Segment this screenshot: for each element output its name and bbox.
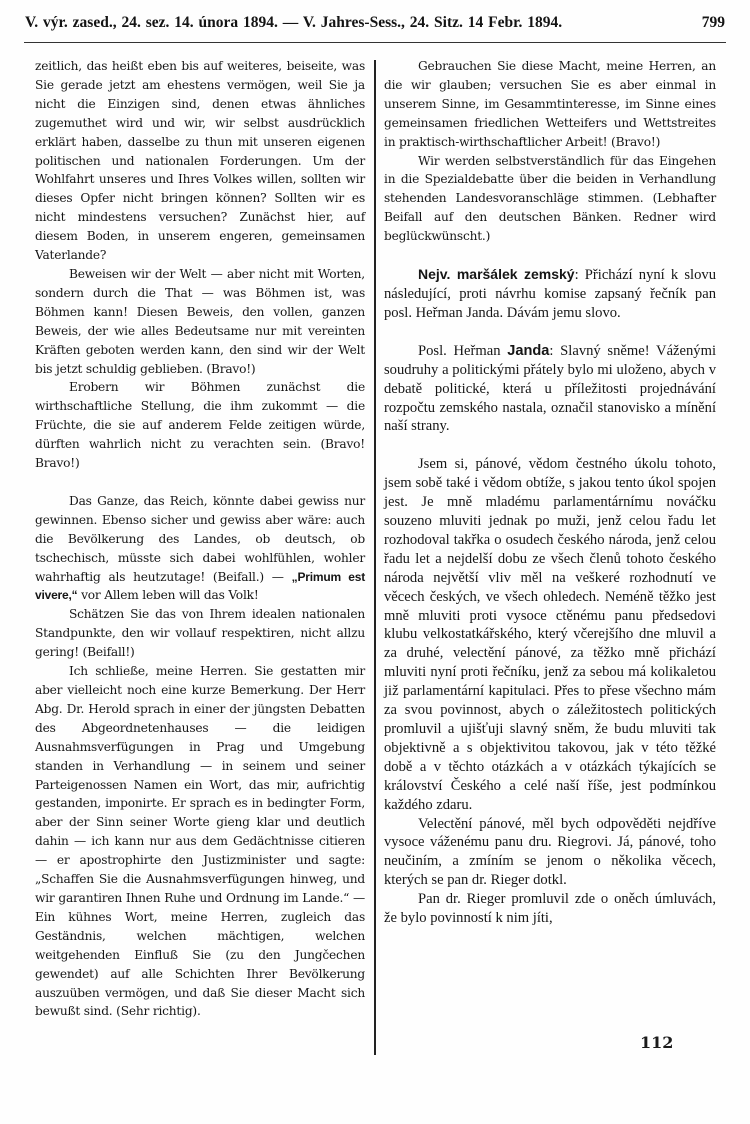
header-left-text: V. výr. zased., 24. sez. 14. února 1894. [25,14,278,31]
header-rule [24,42,726,43]
header-separator: — [282,14,299,31]
paragraph: zeitlich, das heißt eben bis auf weiteres, beiseite, was Sie gerade jetzt am ehestens vermögen, weil Sie ja nicht die Einzigen sind, denen etwas ähnliches zugemuthet wird und wir, wir selbst ausdrücklich erklärt haben, dasselbe zu thun mit unseren eigenen politischen und nationalen Forderungen. Um der Wohlfahrt unseres und Ihres Volkes willen, sollten wir dieses Opfer nicht bringen können? Sollten wir es nicht mindestens versuchen? Zunächst hier, auf diesem Boden, in unserem engeren, gemeinsamen Vaterlande? [35,59,365,263]
paragraph-text: : Přichází nyní k slovu následující, proti návrhu komise zapsaný řečník pan posl. Heřman Janda. Dávám jemu slovo. [384,267,716,321]
paragraph [384,265,716,323]
page-number: 799 [701,14,725,31]
header-right-text: V. Jahres-Sess., 24. Sitz. 14 Febr. 1894. [302,14,563,31]
paragraph: Wir werden selbstverständlich für das Eingehen in die Spezialdebatte über die beiden in Verhandlung stehenden Landesvoranschläge stimmen. (Lebhafter Beifall auf den deutschen Bänken. Redner wird beglückwünscht.) [384,153,716,244]
paragraph [35,492,365,605]
running-header [25,14,725,38]
paragraph: Ich schließe, meine Herren. Sie gestatten mir aber vielleicht noch eine kurze Bemerkung. Der Herr Abg. Dr. Herold sprach in einer der jüngsten Debatten des Abgeordnetenhauses — die leidigen Ausnahmsverfügungen in Prag und Umgebung standen in Verhandlung — in seinem und seiner Parteigenossen Namen ein Wort, das mir, aufrichtig gestanden, imponirte. Er sprach es in bedingter Form, aber der Sinn seiner Worte gieng klar und deutlich dahin — ich kann nur aus dem Gedächtnisse citieren — er apostrophirte den Justizminister und sagte: „Schaffen Sie die Ausnahmsverfügungen hinweg, und wir garantiren Ihnen Ruhe und Ordnung im Lande.“ — Ein kühnes Wort, meine Herren, zugleich das Geständnis, welchen mächtigen, welchen weitgehenden Einfluß Sie (zu den Jungčechen gewendet) auf alle Schichten Ihrer Bevölkerung auszuüben vermögen, und daß Sie dieser Macht sich bewußt sind. (Sehr richtig). [35,664,365,1019]
paragraph: Beweisen wir der Welt — aber nicht mit Worten, sondern durch die That — was Böhmen ist, was Böhmen kann! Diesen Beweis, den vollen, ganzen Beweis, der wie alles Bedeutsame nur mit vereinten Kräften geboten werden kann, den sind wir der Welt bis jetzt schuldig geblieben. (Bravo!) [35,266,365,376]
speaker-name: Janda [507,342,550,359]
speaker-name: Nejv. maršálek zemský [418,266,575,283]
paragraph: Schätzen Sie das von Ihrem idealen nationalen Standpunkte, den wir vollauf respektiren, nicht allzu gering! (Beifall!) [35,607,365,660]
paragraph: Jsem si, pánové, vědom čestného úkolu tohoto, jsem sobě také i vědom obtíže, s jakou tento úkol spojen jest. Je mně mladému parlamentárnímu nováčku souzeno mluviti jednak po muži, jenž celou řadu let rozhodoval takřka o osudech českého národa, jenž celou řadu let a nejdelší dobu ze všech členů tohoto českého národa největší vliv měl na veškeré rozhodnutí ve věcech českých, ve všech ohledech. Neméně těžko jest mně mluviti proti vysoce ctěnému panu předsedovi klubu velkostatkářského, který včerejšího dne mluvil a za druhé, velectění pánové, za těžko mně přichází mluviti nyní proti řečníku, jenž za sebou má kolikaletou již parlamentární kapitulaci. Přes to přese všechno mám za svou povinnost, abych o záležitostech politických promluvil a ujišťuji slavný sněm, že budu mluviti tak objektivně a s objektivitou takovou, jak v této těžké době a v těchto otázkách a v otázkách týkajících se království Českého a celé naší říše, jest podmínkou každého zdaru. [384,456,716,813]
signature-mark: 112 [640,1033,674,1052]
speaker-prefix: Posl. Heřman [418,342,508,359]
latin-quote: „Primum est vivere,“ [35,569,365,603]
column-divider [374,60,376,1055]
right-column [384,57,716,928]
left-column [35,57,365,1021]
paragraph-text: vor Allem leben will das Volk! [77,588,259,603]
paragraph: Gebrauchen Sie diese Macht, meine Herren, an die wir glauben; versuchen Sie es aber einmal in unserem Sinne, im Gesammtinteresse, im Sinne eines gemeinsamen friedlichen Wetteifers und Wettstreites in praktisch-wirthschaftlicher Arbeit! (Bravo!) [384,59,716,149]
paragraph: Erobern wir Böhmen zunächst die wirthschaftliche Stellung, die ihm zukommt — die Früchte, die sie auf anderem Felde zeitigen würde, dürften wahrlich nicht zu verachten sein. (Bravo! Bravo!) [35,380,365,471]
paragraph: Velectění pánové, měl bych odpověděti nejdříve vysoce váženému panu dru. Riegrovi. Já, pánové, toho neučiním, a zmíním se jenom o několika věcech, kterých se pan dr. Rieger dotkl. [384,815,716,889]
paragraph [384,342,716,437]
paragraph-text: : Slavný sněme! Váženými soudruhy a politickými přátely bylo mi uloženo, abych v debatě politické, která u příležitosti projednávání rozpočtu zemského nastala, označil stanovisko a mínění naší strany. [384,342,716,435]
paragraph-text: Das Ganze, das Reich, könnte dabei gewiss nur gewinnen. Ebenso sicher und gewiss aber wäre: auch die Bevölkerung des Landes, ob deutsch, ob tschechisch, müsste sich dabei wohlfühlen, wohler wahrhaftig als heutzutage! (Beifall.) — [35,493,365,584]
header-czech-session [25,14,562,32]
paragraph: Pan dr. Rieger promluvil zde o oněch úmluvách, že bylo povinností k nim jíti, [384,891,716,927]
